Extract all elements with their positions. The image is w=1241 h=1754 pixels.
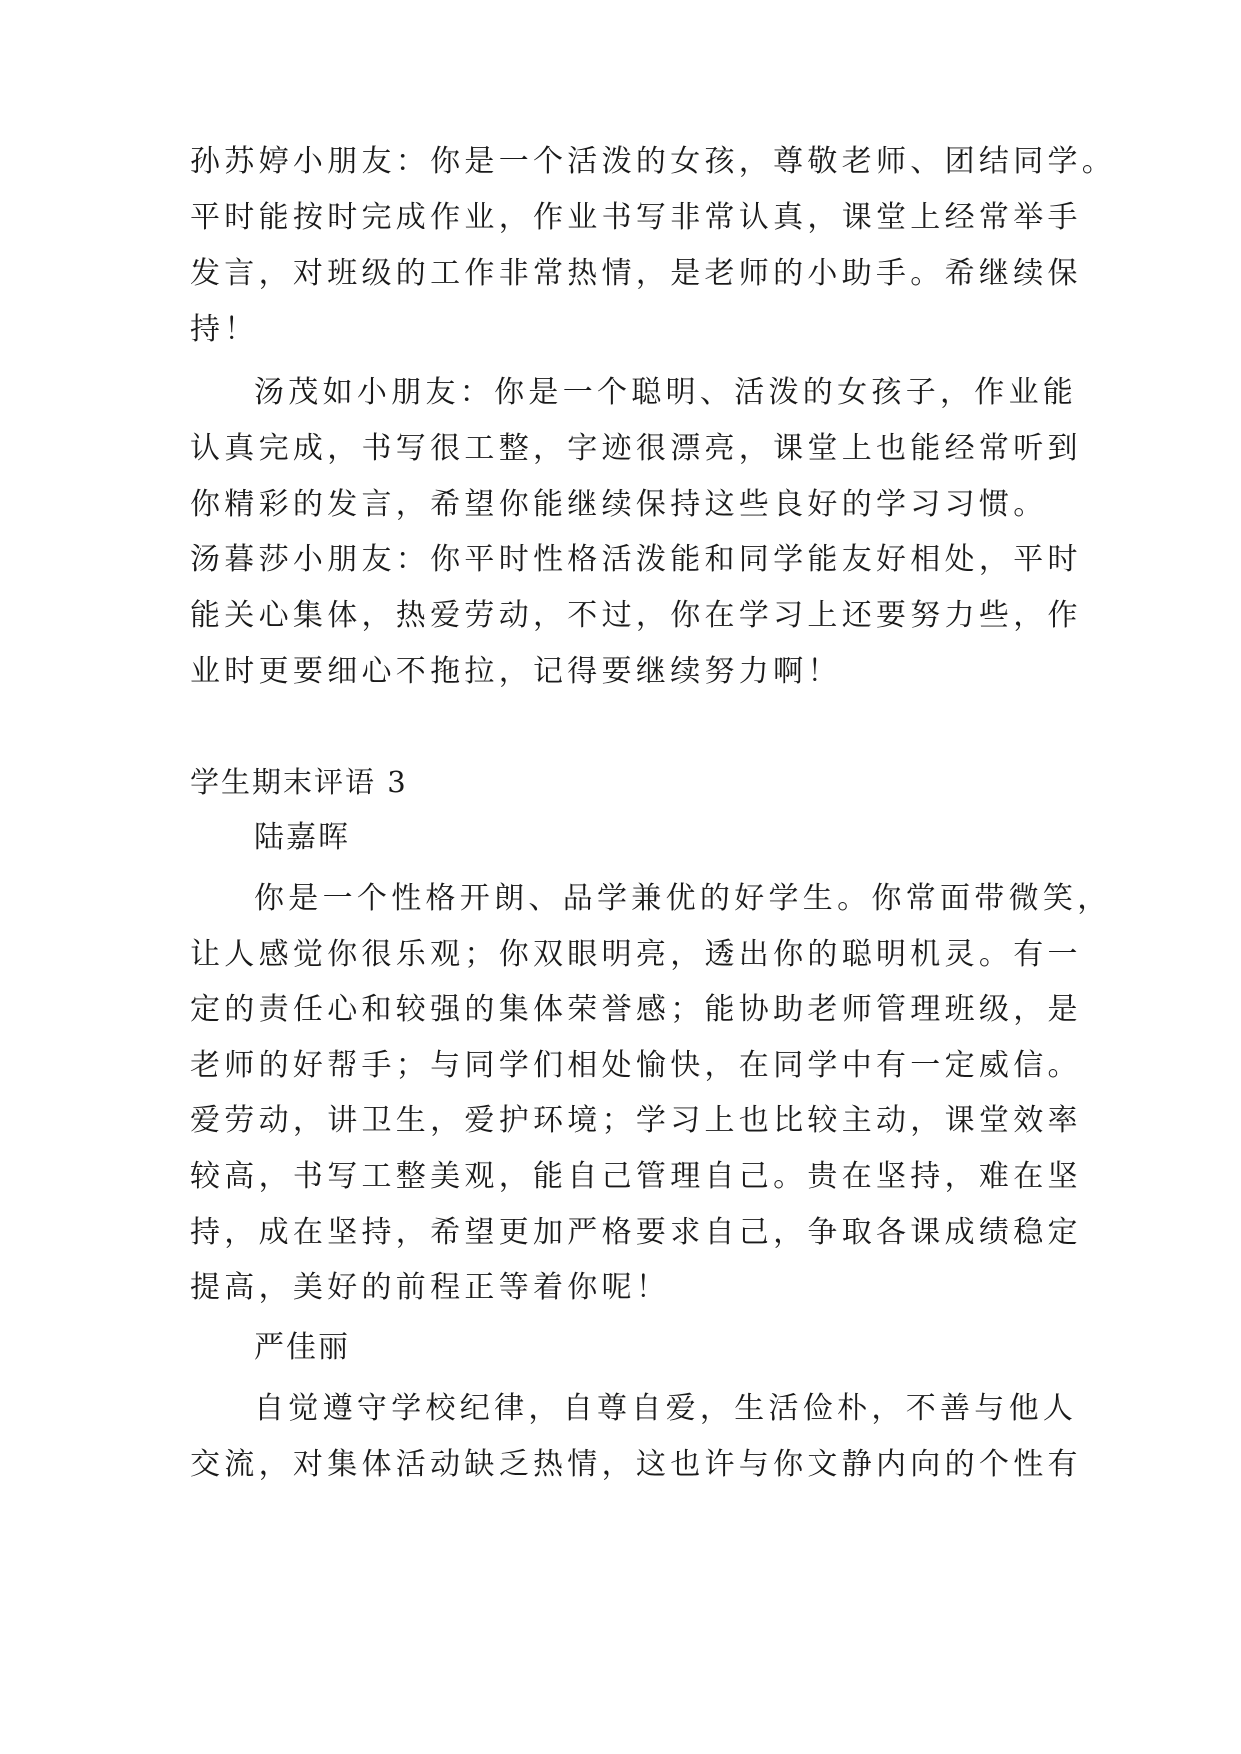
text-line: 较高，书写工整美观，能自己管理自己。贵在坚持，难在坚 — [190, 1159, 1082, 1194]
text-line: 定的责任心和较强的集体荣誉感；能协助老师管理班级，是 — [190, 992, 1082, 1027]
text-line: 孙苏婷小朋友：你是一个活泼的女孩，尊敬老师、团结同学。 — [190, 144, 1117, 179]
paragraph-first-line: 你是一个性格开朗、品学兼优的好学生。你常面带微笑， — [254, 881, 1112, 916]
text-line: 发言，对班级的工作非常热情，是老师的小助手。希继续保 — [190, 256, 1082, 291]
student-name: 严佳丽 — [254, 1330, 350, 1365]
text-line: 爱劳动，讲卫生，爱护环境；学习上也比较主动，课堂效率 — [190, 1103, 1082, 1138]
text-line: 能关心集体，热爱劳动，不过，你在学习上还要努力些，作 — [190, 598, 1082, 633]
text-line: 持，成在坚持，希望更加严格要求自己，争取各课成绩稳定 — [190, 1215, 1082, 1250]
text-line: 汤暮莎小朋友：你平时性格活泼能和同学能友好相处，平时 — [190, 542, 1082, 577]
section-heading: 学生期末评语 3 — [190, 765, 408, 799]
student-name: 陆嘉晖 — [254, 820, 350, 855]
text-line: 你精彩的发言，希望你能继续保持这些良好的学习习惯。 — [190, 487, 1048, 522]
text-line: 认真完成，书写很工整，字迹很漂亮，课堂上也能经常听到 — [190, 431, 1082, 466]
paragraph-first-line: 汤茂如小朋友：你是一个聪明、活泼的女孩子，作业能 — [254, 375, 1078, 410]
text-line: 老师的好帮手；与同学们相处愉快，在同学中有一定威信。 — [190, 1048, 1082, 1083]
text-line: 让人感觉你很乐观；你双眼明亮，透出你的聪明机灵。有一 — [190, 937, 1082, 972]
text-line: 交流，对集体活动缺乏热情，这也许与你文静内向的个性有 — [190, 1447, 1082, 1482]
text-line: 平时能按时完成作业，作业书写非常认真，课堂上经常举手 — [190, 200, 1082, 235]
text-line: 持！ — [190, 312, 259, 347]
text-line: 业时更要细心不拖拉，记得要继续努力啊！ — [190, 654, 842, 689]
paragraph-first-line: 自觉遵守学校纪律，自尊自爱，生活俭朴，不善与他人 — [254, 1391, 1078, 1426]
text-line: 提高，美好的前程正等着你呢！ — [190, 1270, 671, 1305]
